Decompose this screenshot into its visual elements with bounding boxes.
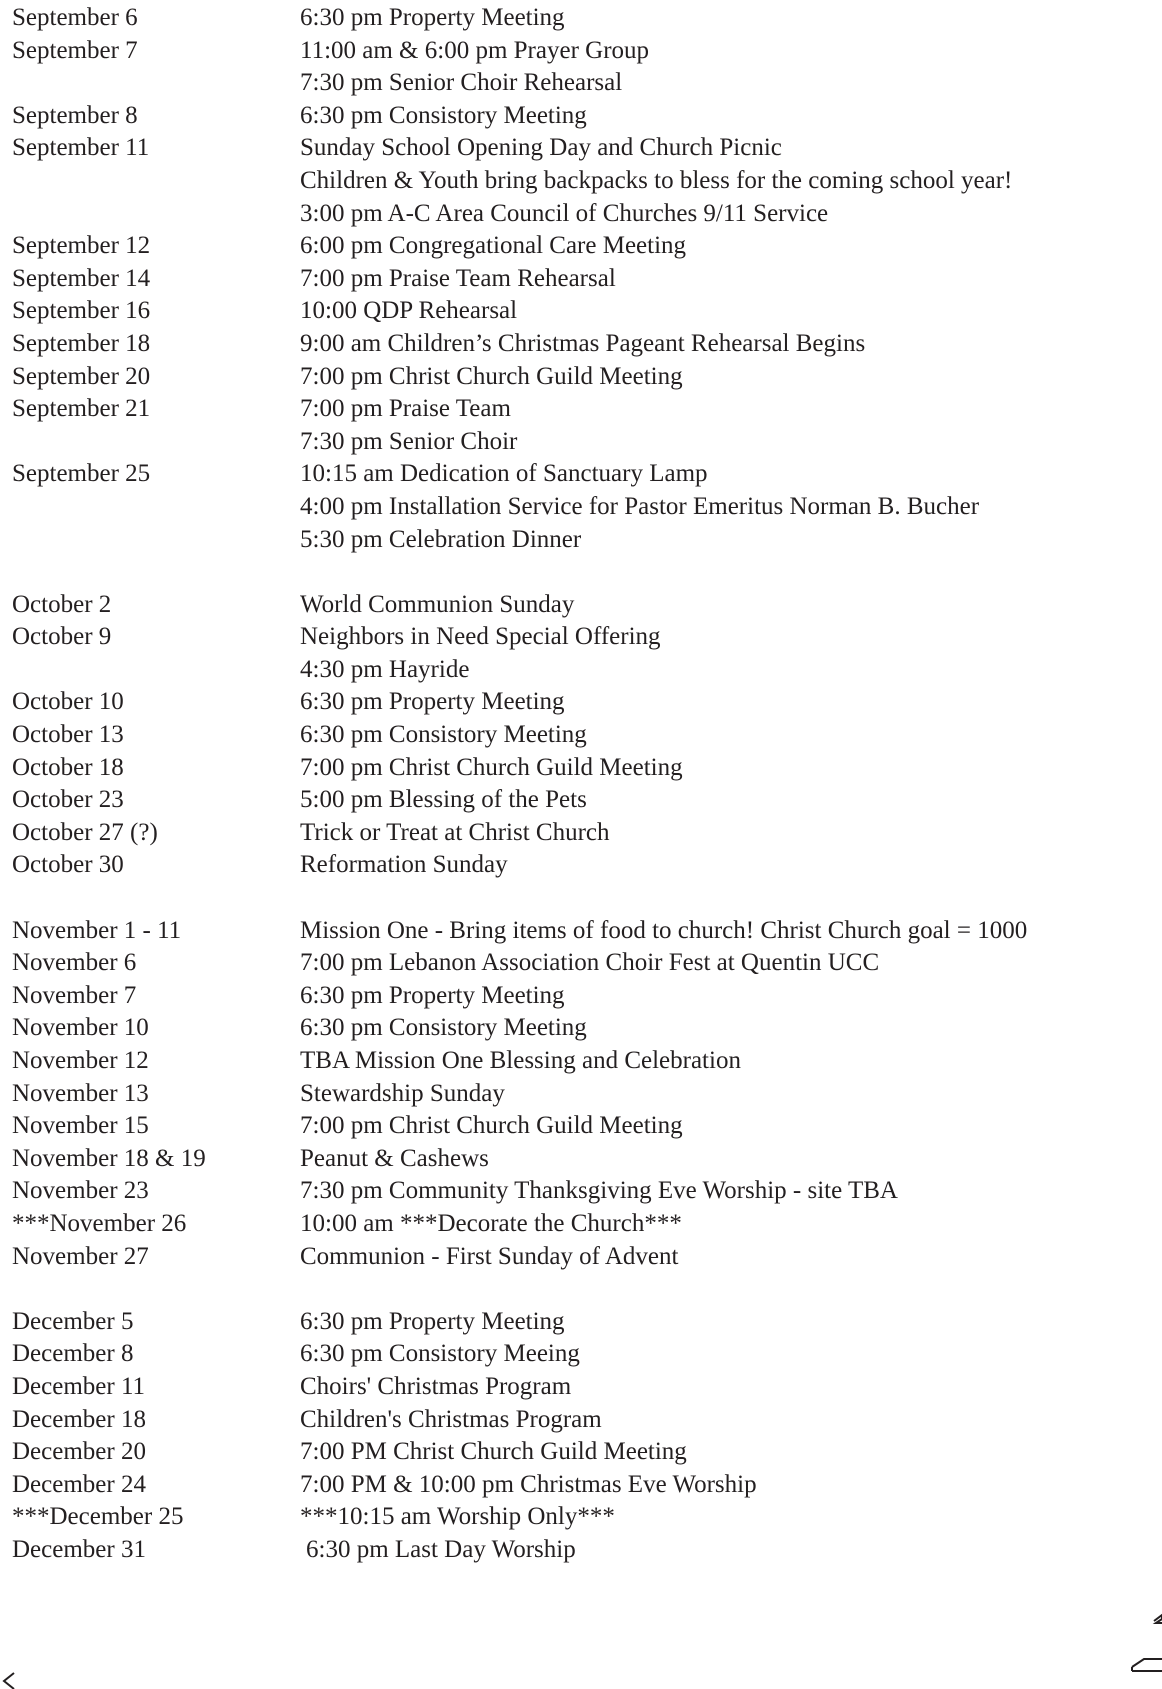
event-date: December 24 xyxy=(12,1470,146,1498)
event-description: Trick or Treat at Christ Church xyxy=(300,818,610,846)
event-date: November 12 xyxy=(12,1047,149,1074)
event-description: 6:30 pm Consistory Meeing xyxy=(300,1340,580,1368)
event-description: ***10:15 am Worship Only*** xyxy=(300,1503,615,1531)
schedule-row xyxy=(12,719,1157,752)
event-date: October 23 xyxy=(12,786,124,814)
section-spacer xyxy=(12,882,1157,915)
event-description: 6:30 pm Consistory Meeting xyxy=(300,721,587,749)
event-description: 6:00 pm Congregational Care Meeting xyxy=(300,232,687,260)
event-date: September 11 xyxy=(12,134,150,162)
event-description: 7:00 pm Christ Church Guild Meeting xyxy=(300,1112,683,1140)
schedule-row xyxy=(12,1338,1157,1371)
schedule-row xyxy=(12,198,1157,231)
event-description: 6:30 pm Property Meeting xyxy=(300,1307,565,1335)
event-description: Sunday School Opening Day and Church Picnic xyxy=(300,134,782,162)
schedule-row xyxy=(12,165,1157,198)
event-description: 6:30 pm Property Meeting xyxy=(300,981,565,1009)
event-date: October 18 xyxy=(12,753,124,781)
event-date: September 14 xyxy=(12,264,151,292)
event-description: 7:30 pm Community Thanksgiving Eve Worship - site TBA xyxy=(300,1177,898,1205)
event-description: Neighbors in Need Special Offering xyxy=(300,623,661,651)
event-description: 11:00 am & 6:00 pm Prayer Group xyxy=(300,36,650,64)
event-date: September 7 xyxy=(12,36,138,64)
event-description: 5:30 pm Celebration Dinner xyxy=(300,525,582,553)
schedule-row xyxy=(12,263,1157,296)
event-date: September 16 xyxy=(12,297,151,325)
event-description: Reformation Sunday xyxy=(300,851,508,879)
event-description: Peanut & Cashews xyxy=(300,1144,489,1172)
schedule-row xyxy=(12,1208,1157,1241)
schedule-row xyxy=(12,458,1157,491)
event-date: September 18 xyxy=(12,329,151,357)
event-description: 6:30 pm Property Meeting xyxy=(300,688,565,716)
event-date: October 13 xyxy=(12,721,124,749)
event-date: September 6 xyxy=(12,4,138,31)
schedule-row xyxy=(12,35,1157,68)
event-description: 10:00 QDP Rehearsal xyxy=(300,297,518,325)
schedule-row xyxy=(12,1012,1157,1045)
schedule-row xyxy=(12,2,1157,35)
event-date: November 10 xyxy=(12,1014,149,1042)
schedule-row xyxy=(12,67,1157,100)
event-description: 7:00 pm Christ Church Guild Meeting xyxy=(300,362,683,390)
event-date: October 9 xyxy=(12,623,112,651)
event-description: 6:30 pm Property Meeting xyxy=(300,4,565,31)
event-description: 4:30 pm Hayride xyxy=(300,655,470,683)
schedule-row xyxy=(12,1143,1157,1176)
section-spacer xyxy=(12,556,1157,589)
event-description: TBA Mission One Blessing and Celebration xyxy=(300,1047,741,1074)
event-description: Communion - First Sunday of Advent xyxy=(300,1242,679,1270)
page-corner-ornament xyxy=(1092,1609,1162,1689)
event-date: October 10 xyxy=(12,688,124,716)
event-date: November 1 - 11 xyxy=(12,916,182,944)
event-description: 7:00 pm Lebanon Association Choir Fest at Quentin UCC xyxy=(300,949,880,977)
event-schedule xyxy=(12,2,1157,1567)
event-description: 7:00 PM & 10:00 pm Christmas Eve Worship xyxy=(300,1470,757,1498)
schedule-row xyxy=(12,752,1157,785)
event-date: November 13 xyxy=(12,1079,149,1107)
schedule-row xyxy=(12,849,1157,882)
event-description: 5:00 pm Blessing of the Pets xyxy=(300,786,587,814)
schedule-row xyxy=(12,784,1157,817)
schedule-row xyxy=(12,1078,1157,1111)
event-description: 3:00 pm A-C Area Council of Churches 9/11 Service xyxy=(300,199,829,227)
schedule-row xyxy=(12,1436,1157,1469)
event-date: September 25 xyxy=(12,460,151,488)
event-description: 7:00 pm Praise Team xyxy=(300,395,511,423)
event-description: Choirs' Christmas Program xyxy=(300,1372,572,1400)
event-description: 7:00 pm Christ Church Guild Meeting xyxy=(300,753,683,781)
event-description: Children & Youth bring backpacks to bless for the coming school year! xyxy=(300,166,1013,194)
schedule-row xyxy=(12,100,1157,133)
event-date: ***November 26 xyxy=(12,1209,187,1237)
schedule-row xyxy=(12,1404,1157,1437)
schedule-row xyxy=(12,1469,1157,1502)
event-date: November 23 xyxy=(12,1177,149,1205)
event-date: December 31 xyxy=(12,1535,146,1563)
left-margin-mark xyxy=(0,1669,20,1689)
event-date: October 27 (?) xyxy=(12,818,158,846)
schedule-row xyxy=(12,915,1157,948)
event-description: 9:00 am Children’s Christmas Pageant Rehearsal Begins xyxy=(300,329,866,357)
event-date: December 20 xyxy=(12,1438,146,1466)
event-date: November 18 & 19 xyxy=(12,1144,206,1172)
event-description: 7:30 pm Senior Choir xyxy=(300,427,518,455)
event-date: November 15 xyxy=(12,1112,149,1140)
event-description: Children's Christmas Program xyxy=(300,1405,602,1433)
schedule-row xyxy=(12,947,1157,980)
event-date: November 27 xyxy=(12,1242,149,1270)
schedule-row xyxy=(12,426,1157,459)
event-date: November 7 xyxy=(12,981,137,1009)
event-date: December 11 xyxy=(12,1372,146,1400)
section-spacer xyxy=(12,1273,1157,1306)
event-date: September 20 xyxy=(12,362,151,390)
schedule-row xyxy=(12,621,1157,654)
schedule-row xyxy=(12,1306,1157,1339)
event-date: ***December 25 xyxy=(12,1503,184,1531)
schedule-row xyxy=(12,491,1157,524)
schedule-row xyxy=(12,524,1157,557)
schedule-row xyxy=(12,328,1157,361)
event-description: Stewardship Sunday xyxy=(300,1079,505,1107)
event-description: World Communion Sunday xyxy=(300,590,575,618)
schedule-row xyxy=(12,393,1157,426)
schedule-row xyxy=(12,1501,1157,1534)
schedule-row xyxy=(12,817,1157,850)
event-description: 4:00 pm Installation Service for Pastor Emeritus Norman B. Bucher xyxy=(300,492,980,520)
event-description: 7:00 pm Praise Team Rehearsal xyxy=(300,264,616,292)
event-date: October 30 xyxy=(12,851,124,879)
event-date: September 12 xyxy=(12,232,151,260)
schedule-row xyxy=(12,1534,1157,1567)
event-description: 10:00 am ***Decorate the Church*** xyxy=(300,1209,682,1237)
schedule-row xyxy=(12,1371,1157,1404)
event-description: 6:30 pm Consistory Meeting xyxy=(300,101,587,129)
schedule-row xyxy=(12,132,1157,165)
schedule-row xyxy=(12,980,1157,1013)
event-description: 6:30 pm Consistory Meeting xyxy=(300,1014,587,1042)
event-date: September 21 xyxy=(12,395,151,423)
event-description: 6:30 pm Last Day Worship xyxy=(306,1535,576,1563)
event-date: December 18 xyxy=(12,1405,146,1433)
schedule-row xyxy=(12,361,1157,394)
event-description: Mission One - Bring items of food to church! Christ Church goal = 1000 xyxy=(300,916,1028,944)
schedule-row xyxy=(12,1110,1157,1143)
event-date: December 8 xyxy=(12,1340,134,1368)
schedule-row xyxy=(12,686,1157,719)
event-date: November 6 xyxy=(12,949,137,977)
schedule-row xyxy=(12,1045,1157,1078)
event-date: December 5 xyxy=(12,1307,134,1335)
event-date: October 2 xyxy=(12,590,112,618)
schedule-row xyxy=(12,654,1157,687)
event-description: 7:30 pm Senior Choir Rehearsal xyxy=(300,69,623,97)
event-description: 7:00 PM Christ Church Guild Meeting xyxy=(300,1438,687,1466)
schedule-row xyxy=(12,589,1157,622)
event-date: September 8 xyxy=(12,101,138,129)
schedule-row xyxy=(12,1175,1157,1208)
event-description: 10:15 am Dedication of Sanctuary Lamp xyxy=(300,460,708,488)
schedule-row xyxy=(12,230,1157,263)
schedule-row xyxy=(12,1241,1157,1274)
schedule-row xyxy=(12,295,1157,328)
